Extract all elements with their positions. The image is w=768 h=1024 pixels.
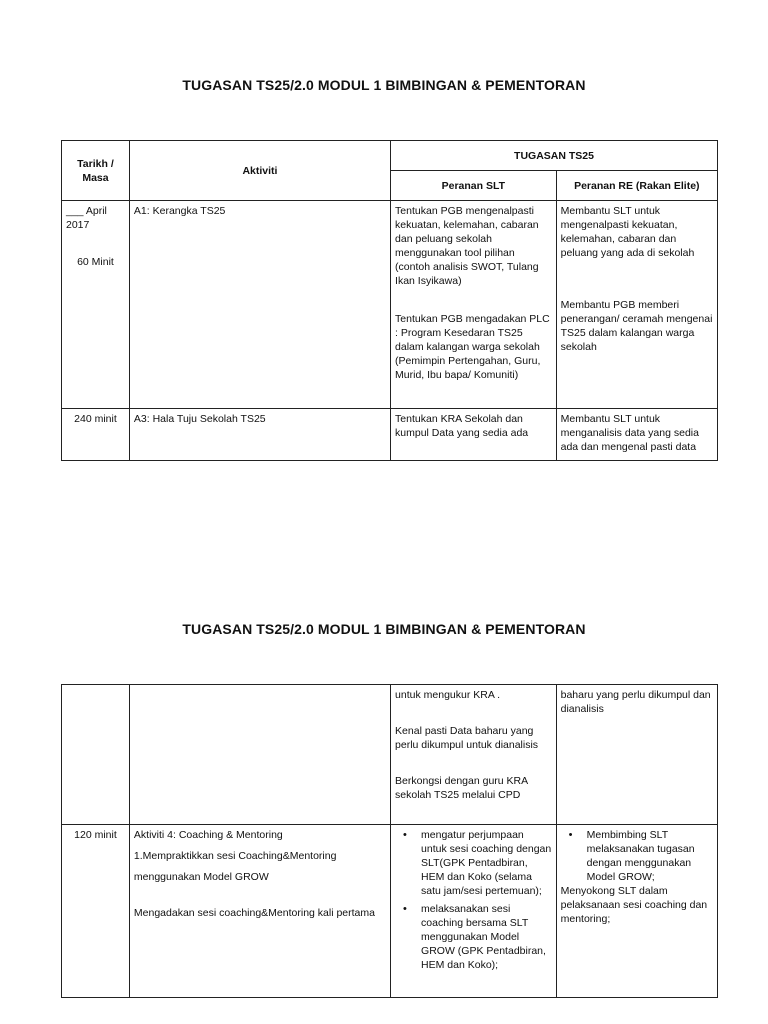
cell-slt <box>391 201 557 409</box>
activity-text-1: Aktiviti 4: Coaching & Mentoring <box>133 829 283 841</box>
slt-text-2: Kenal pasti Data baharu yang perlu dikumpul untuk dianalisis <box>395 725 539 751</box>
cell-re <box>556 825 717 998</box>
cell-duration: 120 minit <box>62 825 130 998</box>
cell-activity <box>129 825 390 998</box>
re-text-1: Membantu SLT untuk mengenalpasti kekuatan, kelemahan, cabaran dan peluang yang ada di sekolah <box>560 205 695 259</box>
duration-text: 60 Minit <box>77 256 114 268</box>
slt-text-3: Berkongsi dengan guru KRA sekolah TS25 melalui CPD <box>395 775 528 801</box>
cell-activity: A1: Kerangka TS25 <box>129 201 390 409</box>
table-row <box>62 409 718 461</box>
re-bullet-list <box>561 828 713 884</box>
header-slt-role: Peranan SLT <box>391 171 557 201</box>
cell-date <box>62 201 130 409</box>
table-row <box>62 685 718 825</box>
cell-re <box>556 201 717 409</box>
date-text: ___ April 2017 <box>66 205 107 231</box>
list-item: • melaksanakan sesi coaching bersama SLT menggunakan Model GROW (GPK Pentadbiran, HEM dan Koko); <box>421 902 552 972</box>
table-row <box>62 201 718 409</box>
cell-slt: Tentukan KRA Sekolah dan kumpul Data yang sedia ada <box>391 409 557 461</box>
list-item: • mengatur perjumpaan untuk sesi coaching dengan SLT(GPK Pentadbiran, HEM dan Koko (selama satu jam/sesi pertemuan); <box>421 828 552 898</box>
cell-activity: A3: Hala Tuju Sekolah TS25 <box>129 409 390 461</box>
slt-text-1: untuk mengukur KRA . <box>395 689 501 701</box>
cell-activity <box>129 685 390 825</box>
table-row <box>62 825 718 998</box>
list-item: • Membimbing SLT melaksanakan tugasan dengan menggunakan Model GROW; <box>587 828 713 884</box>
cell-re <box>556 685 717 825</box>
re-text: Menyokong SLT dalam pelaksanaan sesi coaching dan mentoring; <box>560 885 708 925</box>
slt-bullet-list <box>395 828 552 972</box>
cell-slt <box>391 825 557 998</box>
header-date: Tarikh / Masa <box>62 141 130 201</box>
page-title: TUGASAN TS25/2.0 MODUL 1 BIMBINGAN & PEMENTORAN <box>182 77 586 93</box>
cell-duration: 240 minit <box>62 409 130 461</box>
header-task-group: TUGASAN TS25 <box>391 141 718 171</box>
re-text-1: baharu yang perlu dikumpul dan dianalisis <box>560 689 711 715</box>
cell-slt <box>391 685 557 825</box>
slt-text-1: Tentukan PGB mengenalpasti kekuatan, kelemahan, cabaran dan peluang sekolah menggunakan tool pilihan (contoh analisis SWOT, Tulang Ikan Isyikawa) <box>395 205 539 287</box>
cell-date <box>62 685 130 825</box>
slt-text-2: Tentukan PGB mengadakan PLC : Program Kesedaran TS25 dalam kalangan warga sekolah (Pemimpin Pertengahan, Guru, Murid, Ibu bapa/ Komuniti) <box>395 313 550 381</box>
activity-text-2: 1.Mempraktikkan sesi Coaching&Mentoring <box>133 850 337 862</box>
task-table-2 <box>61 684 718 998</box>
task-table-1 <box>61 140 718 461</box>
cell-re: Membantu SLT untuk menganalisis data yang sedia ada dan mengenal pasti data <box>556 409 717 461</box>
page-title: TUGASAN TS25/2.0 MODUL 1 BIMBINGAN & PEMENTORAN <box>182 621 586 637</box>
re-text-2: Membantu PGB memberi penerangan/ ceramah mengenai TS25 dalam kalangan warga sekolah <box>560 299 713 353</box>
activity-text-4: Mengadakan sesi coaching&Mentoring kali pertama <box>133 907 375 919</box>
header-re-role: Peranan RE (Rakan Elite) <box>556 171 717 201</box>
header-activity: Aktiviti <box>129 141 390 201</box>
activity-text-3: menggunakan Model GROW <box>133 871 269 883</box>
